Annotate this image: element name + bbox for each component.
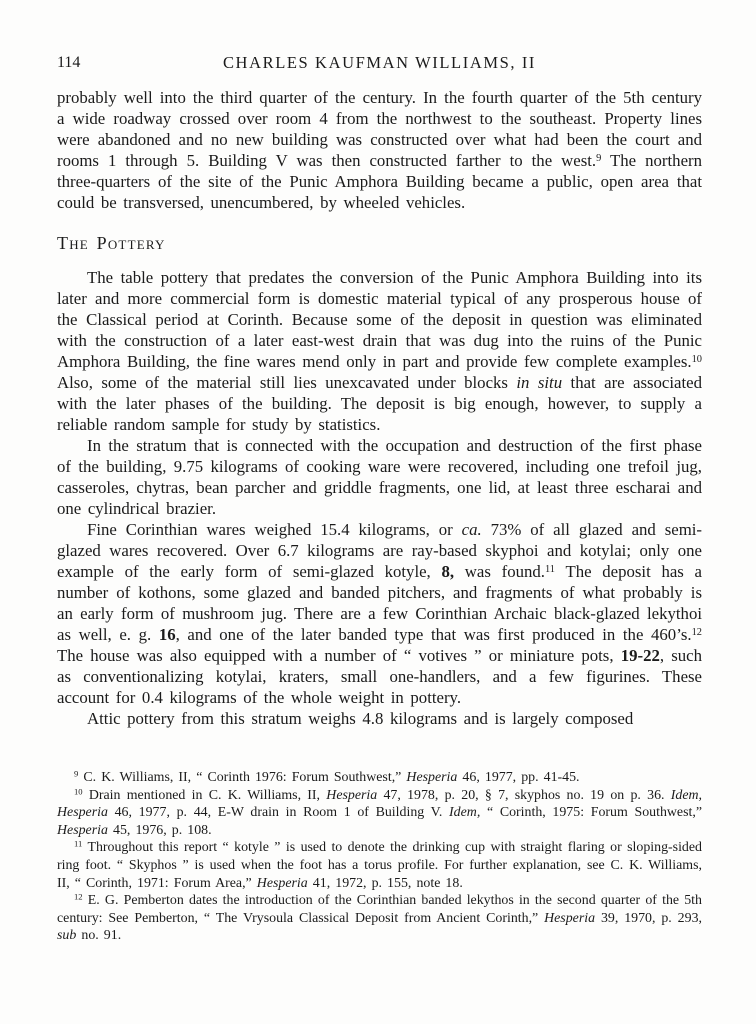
text-run: , and one of the later banded type that was first produced in the 460’s. — [175, 625, 692, 644]
paragraph — [57, 435, 702, 519]
text-run: 39, 1970, p. 293, — [595, 910, 702, 926]
text-run: 47, 1978, p. 20, § 7, skyphos no. 19 on p. 36. — [377, 787, 671, 803]
text-run: 16 — [158, 625, 176, 644]
page-number: 114 — [57, 54, 81, 71]
text-run: Fine Corinthian wares weighed 15.4 kilograms, or — [87, 520, 462, 539]
footnote-marker: 10 — [74, 786, 83, 797]
footnote-marker: 12 — [74, 891, 83, 902]
footnote-marker: 11 — [74, 839, 83, 850]
text-run: 19-22 — [620, 646, 660, 665]
footnote-marker: 9 — [74, 768, 79, 779]
text-run: The table pottery that predates the conversion of the Punic Amphora Building into its later and more commercial form is domestic material typical of any prosperous house of the Classical period at Corinth. Because some of the deposit in question was eliminated with the construction of a later east-west drain that was dug into the ruins of the Punic Amphora Building, the fine wares mend only in part and provide few complete examples. — [57, 268, 702, 371]
paragraph — [57, 708, 702, 729]
text-run: 8, — [441, 562, 455, 581]
text-run: 41, 1972, p. 155, note 18. — [307, 875, 463, 891]
text-run: Hesperia — [57, 822, 108, 838]
text-run: Hesperia — [406, 770, 458, 785]
running-head: CHARLES KAUFMAN WILLIAMS, II — [222, 53, 537, 72]
text-run: The northern three-quarters of the site of the Punic Amphora Building became a public, open area that could be transversed, unencumbered, by wheeled vehicles. — [57, 151, 702, 212]
footnotes-block — [57, 769, 702, 945]
body-text — [57, 87, 702, 729]
text-run: C. K. Williams, II, “ Corinth 1976: Forum Southwest,” — [78, 770, 407, 785]
footnote-11 — [57, 839, 702, 892]
footnote-12 — [57, 892, 702, 945]
text-run: ca. — [461, 520, 482, 539]
text-run: 45, 1976, p. 108. — [107, 822, 212, 838]
text-run: Hesperia — [544, 910, 596, 926]
footnote-marker: 10 — [691, 353, 702, 365]
text-run: Hesperia — [326, 787, 378, 803]
footnote-marker: 9 — [596, 152, 602, 164]
text-run: Idem, — [449, 805, 481, 821]
footnote-marker: 11 — [544, 563, 556, 575]
text-run: Attic pottery from this stratum weighs 4.8 kilograms and is largely composed — [87, 709, 634, 728]
text-run: In the stratum that is connected with the occupation and destruction of the first phase of the building, 9.75 kilograms of cooking ware were recovered, including one trefoil jug, casseroles, chytras, bean parcher and griddle fragments, one lid, at least three escharai and one cylindrical brazier. — [57, 436, 702, 518]
footnote-9 — [57, 769, 702, 787]
text-run: was found. — [454, 562, 545, 581]
text-run: Idem, Hesperia — [57, 787, 703, 821]
text-run: 46, 1977, p. 44, E-W drain in Room 1 of Building V. — [107, 805, 450, 821]
paragraph-continuation — [57, 87, 702, 213]
text-run: in situ — [516, 373, 563, 392]
footnote-marker: 12 — [691, 626, 702, 638]
text-run: , such as conventionalizing kotylai, kraters, small one-handlers, and a few figurines. These account for 0.4 kilograms of the whole weight in pottery. — [57, 646, 702, 707]
footnote-10 — [57, 787, 702, 840]
text-run: The house was also equipped with a number of “ votives ” or miniature pots, — [57, 646, 621, 665]
text-run: E. G. Pemberton dates the introduction of the Corinthian banded lekythos in the second quarter of the 5th century: See Pemberton, “ The Vrysoula Classical Deposit from Ancient Corinth,” — [57, 893, 702, 926]
text-run: Also, some of the material still lies unexcavated under blocks — [57, 373, 517, 392]
text-run: that are associated with the later phases of the building. The deposit is big enough, however, to supply a reliable random sample for study by statistics. — [57, 373, 702, 434]
page-header — [57, 53, 702, 73]
paragraph — [57, 519, 702, 708]
text-run: Drain mentioned in C. K. Williams, II, — [82, 787, 327, 803]
text-run: 73% of all glazed and semi-glazed wares recovered. Over 6.7 kilograms are ray-based skyphoi and kotylai; only one example of the early form of semi-glazed kotyle, — [57, 520, 702, 581]
section-heading-the-pottery: The Pottery — [57, 233, 166, 253]
text-run: Throughout this report “ kotyle ” is used to denote the drinking cup with straight flaring or sloping-sided ring foot. “ Skyphos ” is used when the foot has a torus profile. For further explanation, see C. K. Williams, II, “ Corinth, 1971: Forum Area,” — [57, 840, 702, 891]
paragraph — [57, 267, 702, 435]
text-run: The deposit has a number of kothons, some glazed and banded pitchers, and fragments of what probably is an early form of mushroom jug. There are a few Corinthian Archaic black-glazed lekythoi as well, e. g. — [57, 562, 702, 644]
text-run: probably well into the third quarter of the century. In the fourth quarter of the 5th century a wide roadway crossed over room 4 from the northwest to the southeast. Property lines were abandoned and no new building was constructed over what had been the court and rooms 1 through 5. Building V was then constructed farther to the west. — [57, 88, 702, 170]
text-run: Hesperia — [256, 875, 308, 891]
text-run: sub — [57, 928, 77, 944]
text-run: 46, 1977, pp. 41-45. — [457, 770, 580, 785]
text-run: “ Corinth, 1975: Forum Southwest,” — [480, 805, 702, 821]
text-run: no. 91. — [76, 928, 122, 944]
